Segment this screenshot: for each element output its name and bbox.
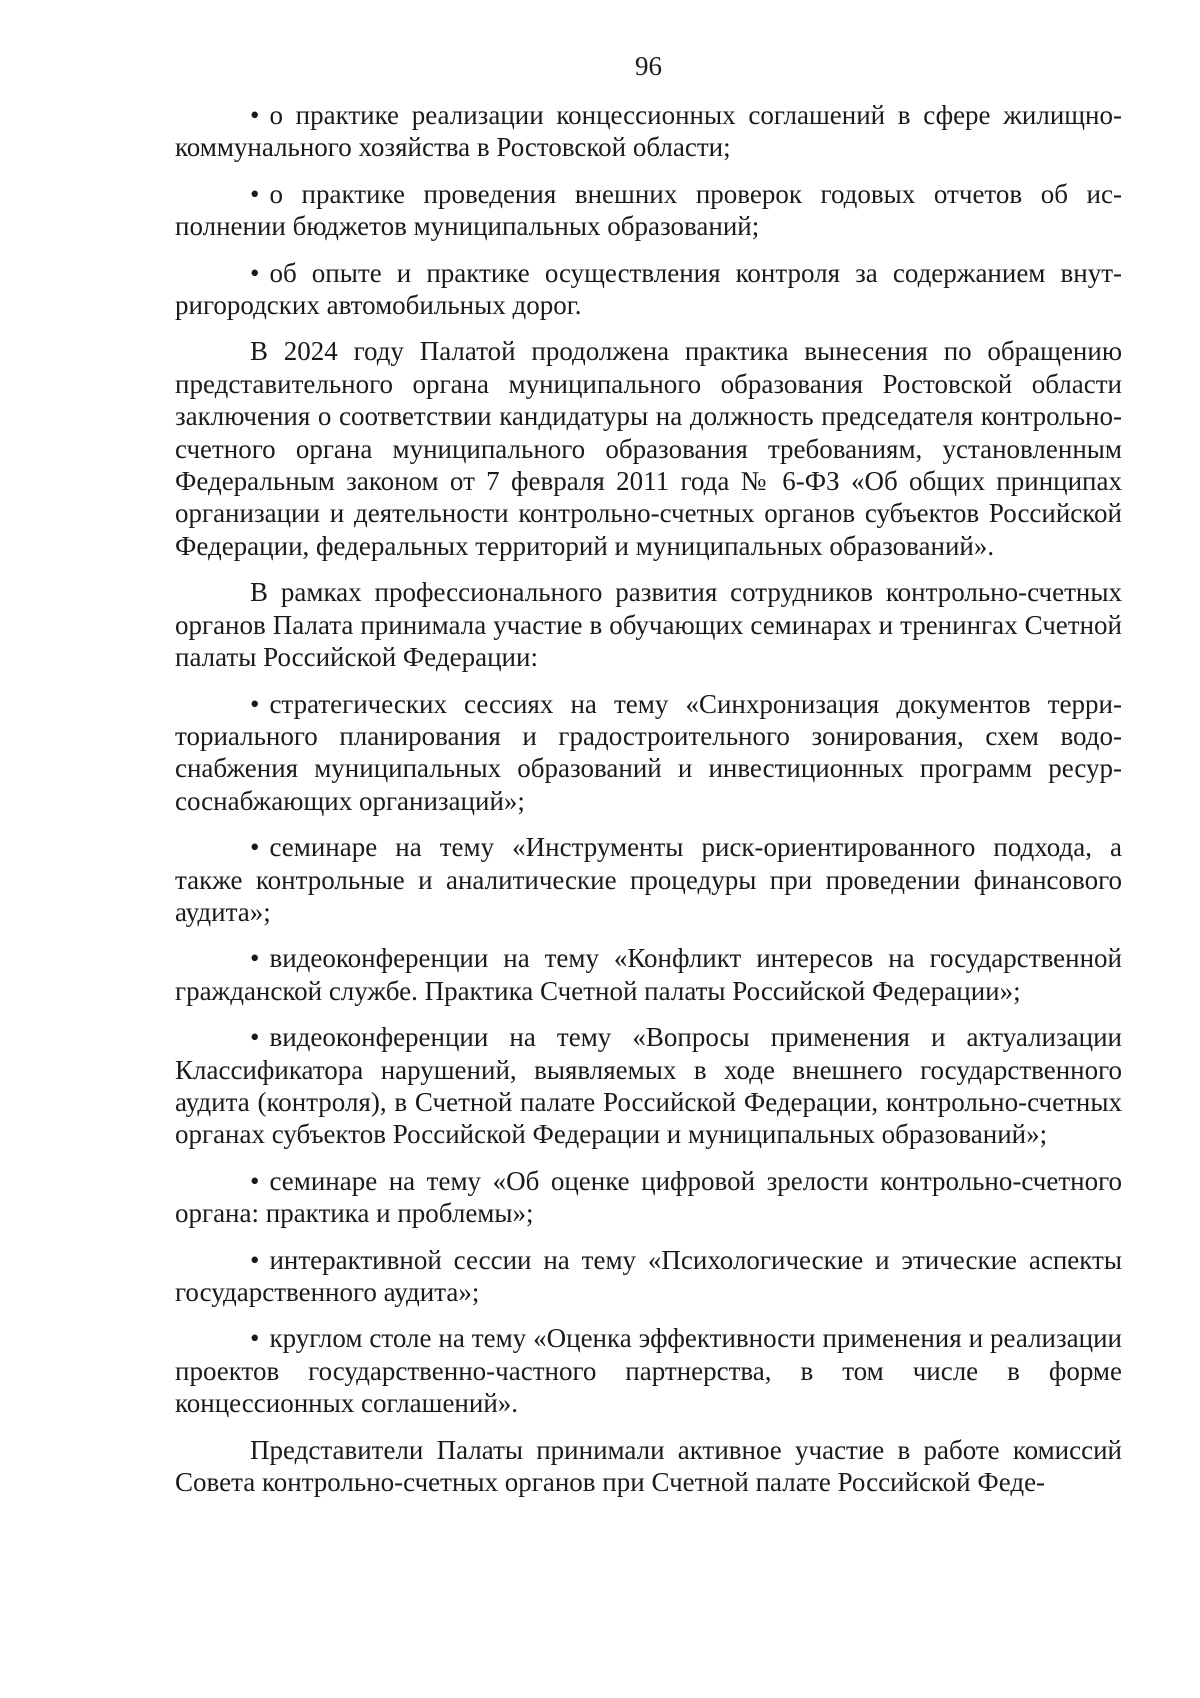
bullet-icon: • <box>250 257 260 288</box>
body-paragraph: В рамках профессионального развития сотрудников контрольно-​счетных органов Палата принимала участие в обучающих семинарах и тренингах Счетной палаты Российской Федерации: <box>175 577 1122 673</box>
bullet-item <box>175 831 1122 928</box>
bullet-text: о практике реализации концессионных соглашений в сфере жилищно-коммунального хозяйства в Ростовской области; <box>175 100 1122 163</box>
bullet-item <box>175 178 1122 243</box>
bullet-text: семинаре на тему «Об оценке цифровой зрелости контрольно-​счетного органа: практика и проблемы»; <box>175 1165 1122 1229</box>
bullet-icon: • <box>250 1165 260 1196</box>
bullet-text: круглом столе на тему «Оценка эффективности применения и реализации проектов государственно-частного партнерства, в том числе в форме концессионных соглашений». <box>175 1323 1122 1419</box>
bullet-item <box>175 688 1122 818</box>
body-paragraph: Представители Палаты принимали активное участие в работе комиссий Совета контрольно-счетных органов при Счетной палате Российской Феде- <box>175 1434 1122 1498</box>
bullet-item <box>175 1165 1122 1230</box>
bullet-icon: • <box>250 832 260 863</box>
bullet-text: видеоконференции на тему «Вопросы применения и актуализации Классификатора нарушений, выявляемых в ходе внешнего государственного аудита (контроля), в Счетной палате Российской Федерации, контрольно-​счетных органах субъектов Российской Федерации и муниципальных образований»; <box>175 1022 1122 1150</box>
bullet-text: об опыте и практике осуществления контроля за содержанием внутригородских автомобильных дорог. <box>175 257 1122 321</box>
bullet-item <box>175 1244 1122 1309</box>
bullet-icon: • <box>250 1022 260 1053</box>
bullet-item <box>175 1021 1122 1151</box>
bullet-item <box>175 942 1122 1007</box>
bullet-text: о практике проведения внешних проверок годовых отчетов об исполнении бюджетов муниципальных образований; <box>175 178 1122 242</box>
bullet-icon: • <box>250 943 260 974</box>
bullet-text: семинаре на тему «Инструменты риск-ориентированного подхода, а также контрольные и аналитические процедуры при проведении финансового аудита»; <box>175 832 1122 927</box>
bullet-icon: • <box>250 1323 260 1354</box>
bullet-item <box>175 1322 1122 1419</box>
bullet-text: интерактивной сессии на тему «Психологические и этические аспекты государственного аудита»; <box>175 1244 1122 1307</box>
bullet-icon: • <box>250 100 260 130</box>
bullet-icon: • <box>250 178 260 209</box>
bullet-text: видеоконференции на тему «Конфликт интересов на государственной гражданской службе. Практика Счетной палаты Российской Федерации»; <box>175 943 1122 1006</box>
bullet-icon: • <box>250 1244 260 1275</box>
body-paragraph: В 2024 году Палатой продолжена практика вынесения по обращению представительного органа муниципального образования Ростовской области заключения о соответствии кандидатуры на должность председателя контрольно-счетного органа муниципального образования требованиям, установленным Федеральным законом от 7 февраля 2011 года № 6-ФЗ «Об общих принципах организации и деятельности контрольно-счетных органов субъектов Российской Федерации, федеральных территорий и муниципальных образований». <box>175 336 1122 561</box>
bullet-item <box>175 99 1122 164</box>
bullet-item <box>175 257 1122 322</box>
page-number: 96 <box>635 51 662 81</box>
bullet-text: стратегических сессиях на тему «Синхронизация документов территориального планирования и градостроительного зонирования, схем водоснабжения муниципальных образований и инвестиционных программ ресурсоснабжающих организаций»; <box>175 688 1122 816</box>
bullet-icon: • <box>250 688 260 719</box>
